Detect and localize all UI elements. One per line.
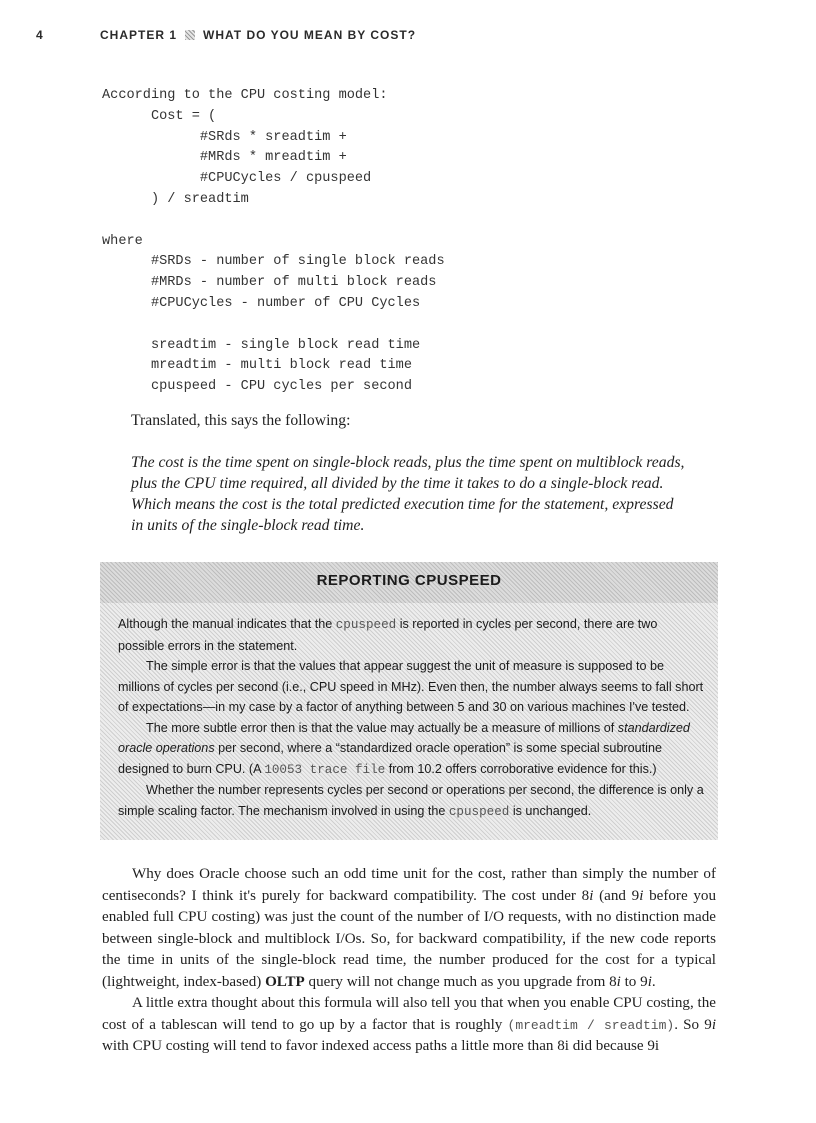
sidebar-paragraph bbox=[118, 718, 704, 781]
code-line: ) / sreadtim bbox=[102, 191, 249, 207]
translated-intro: Translated, this says the following: bbox=[131, 412, 351, 429]
code-line: #CPUCycles / cpuspeed bbox=[102, 171, 372, 187]
body-text bbox=[102, 864, 716, 1058]
code-line: #CPUCycles - number of CPU Cycles bbox=[102, 295, 421, 311]
text-run: . bbox=[651, 973, 656, 990]
text-run: per second, where a “standardized oracle operation” is some special subroutine designed to burn CPU. (A bbox=[118, 741, 662, 776]
text-run: (and 9 bbox=[593, 887, 640, 904]
text-run: . So 9 bbox=[674, 1016, 712, 1033]
text-run: is reported in cycles per second, there are two possible errors in the statement. bbox=[118, 617, 658, 653]
text-run: Whether the number represents cycles per second or operations per second, the difference is only a simple scaling factor. The mechanism involved in using the bbox=[118, 783, 704, 818]
text-run: The more subtle error then is that the value may actually be a measure of millions of bbox=[146, 720, 618, 735]
italic-run: i bbox=[647, 973, 652, 990]
text-run: before you enabled full CPU costing) was just the count of the number of I/O requests, with no distinction made between single-block and multiblock I/Os. So, for backward compatibility, if the new code reports the time in units of the single-block read time, the number produced for the cost for a typical (lightweight, index-based) bbox=[102, 887, 716, 990]
code-line: cpuspeed - CPU cycles per second bbox=[102, 379, 412, 395]
cost-formula-code-block bbox=[102, 86, 445, 398]
page-number: 4 bbox=[36, 28, 44, 42]
code-line: #MRds * mreadtim + bbox=[102, 150, 347, 166]
text-run: from 10.2 offers corroborative evidence for this.) bbox=[385, 761, 657, 776]
sidebar-body bbox=[118, 614, 704, 822]
quote-line: The cost is the time spent on single-block reads, plus the time spent on multiblock reads, bbox=[131, 454, 685, 471]
text-run: Although the manual indicates that the bbox=[118, 617, 336, 631]
text-run: with CPU costing will tend to favor indexed access paths a little more than 8i did because 9i bbox=[102, 1038, 660, 1054]
sidebar-paragraph: The simple error is that the values that appear suggest the unit of measure is supposed to be millions of cycles per second (i.e., CPU speed in MHz). Even then, the number always seems to fall short of expectations—in my case by a factor of anything between 5 and 30 on various machines I've tested. bbox=[118, 659, 704, 714]
code-line: mreadtim - multi block read time bbox=[102, 358, 412, 374]
inline-code: (mreadtim / sreadtim) bbox=[507, 1017, 675, 1033]
bold-term: OLTP bbox=[265, 973, 305, 990]
italic-run: i bbox=[589, 887, 594, 904]
text-run: Why does Oracle choose such an odd time unit for the cost, rather than simply the number of centiseconds? I think it's purely for backward compatibility. The cost under 8 bbox=[102, 866, 716, 904]
italic-run: i bbox=[639, 887, 644, 904]
quote-line: plus the CPU time required, all divided by the time it takes to do a single-block read. bbox=[131, 475, 664, 492]
text-run: to 9 bbox=[620, 973, 648, 990]
code-line: sreadtim - single block read time bbox=[102, 337, 421, 353]
separator-square-icon bbox=[185, 30, 195, 40]
inline-code: cpuspeed bbox=[335, 618, 397, 632]
sidebar-paragraph bbox=[118, 780, 704, 822]
text-run: A little extra thought about this formula will also tell you that when you enable CPU costing, the cost of a tablescan will tend to go up by a factor that is roughly bbox=[102, 995, 716, 1033]
inline-code: cpuspeed bbox=[448, 804, 510, 819]
body-paragraph bbox=[102, 993, 716, 1058]
italic-quote bbox=[131, 452, 711, 536]
quote-line: in units of the single-block read time. bbox=[131, 517, 365, 534]
italic-run: i bbox=[616, 973, 621, 990]
code-line: Cost = ( bbox=[102, 108, 217, 124]
code-line: where bbox=[102, 233, 143, 249]
text-run: is unchanged. bbox=[509, 803, 592, 818]
sidebar-box bbox=[100, 562, 718, 840]
quote-line: Which means the cost is the total predicted execution time for the statement, expressed bbox=[131, 496, 674, 513]
italic-term: standardized oracle operations bbox=[118, 720, 690, 755]
text-run: query will not change much as you upgrade from 8 bbox=[304, 973, 617, 990]
chapter-title: WHAT DO YOU MEAN BY COST? bbox=[203, 28, 417, 42]
code-line: #SRds * sreadtim + bbox=[102, 129, 347, 145]
code-line: #MRDs - number of multi block reads bbox=[102, 275, 437, 291]
code-line: #SRDs - number of single block reads bbox=[102, 254, 445, 270]
chapter-label: CHAPTER 1 bbox=[100, 28, 178, 42]
italic-run: i bbox=[711, 1016, 717, 1033]
sidebar-title-bar bbox=[100, 562, 718, 603]
body-paragraph bbox=[102, 864, 716, 993]
code-line: According to the CPU costing model: bbox=[102, 88, 388, 103]
sidebar-paragraph bbox=[118, 614, 704, 656]
chapter-heading bbox=[100, 28, 416, 42]
inline-code: 10053 trace file bbox=[264, 762, 386, 777]
sidebar-title: REPORTING CPUSPEED bbox=[316, 572, 502, 589]
